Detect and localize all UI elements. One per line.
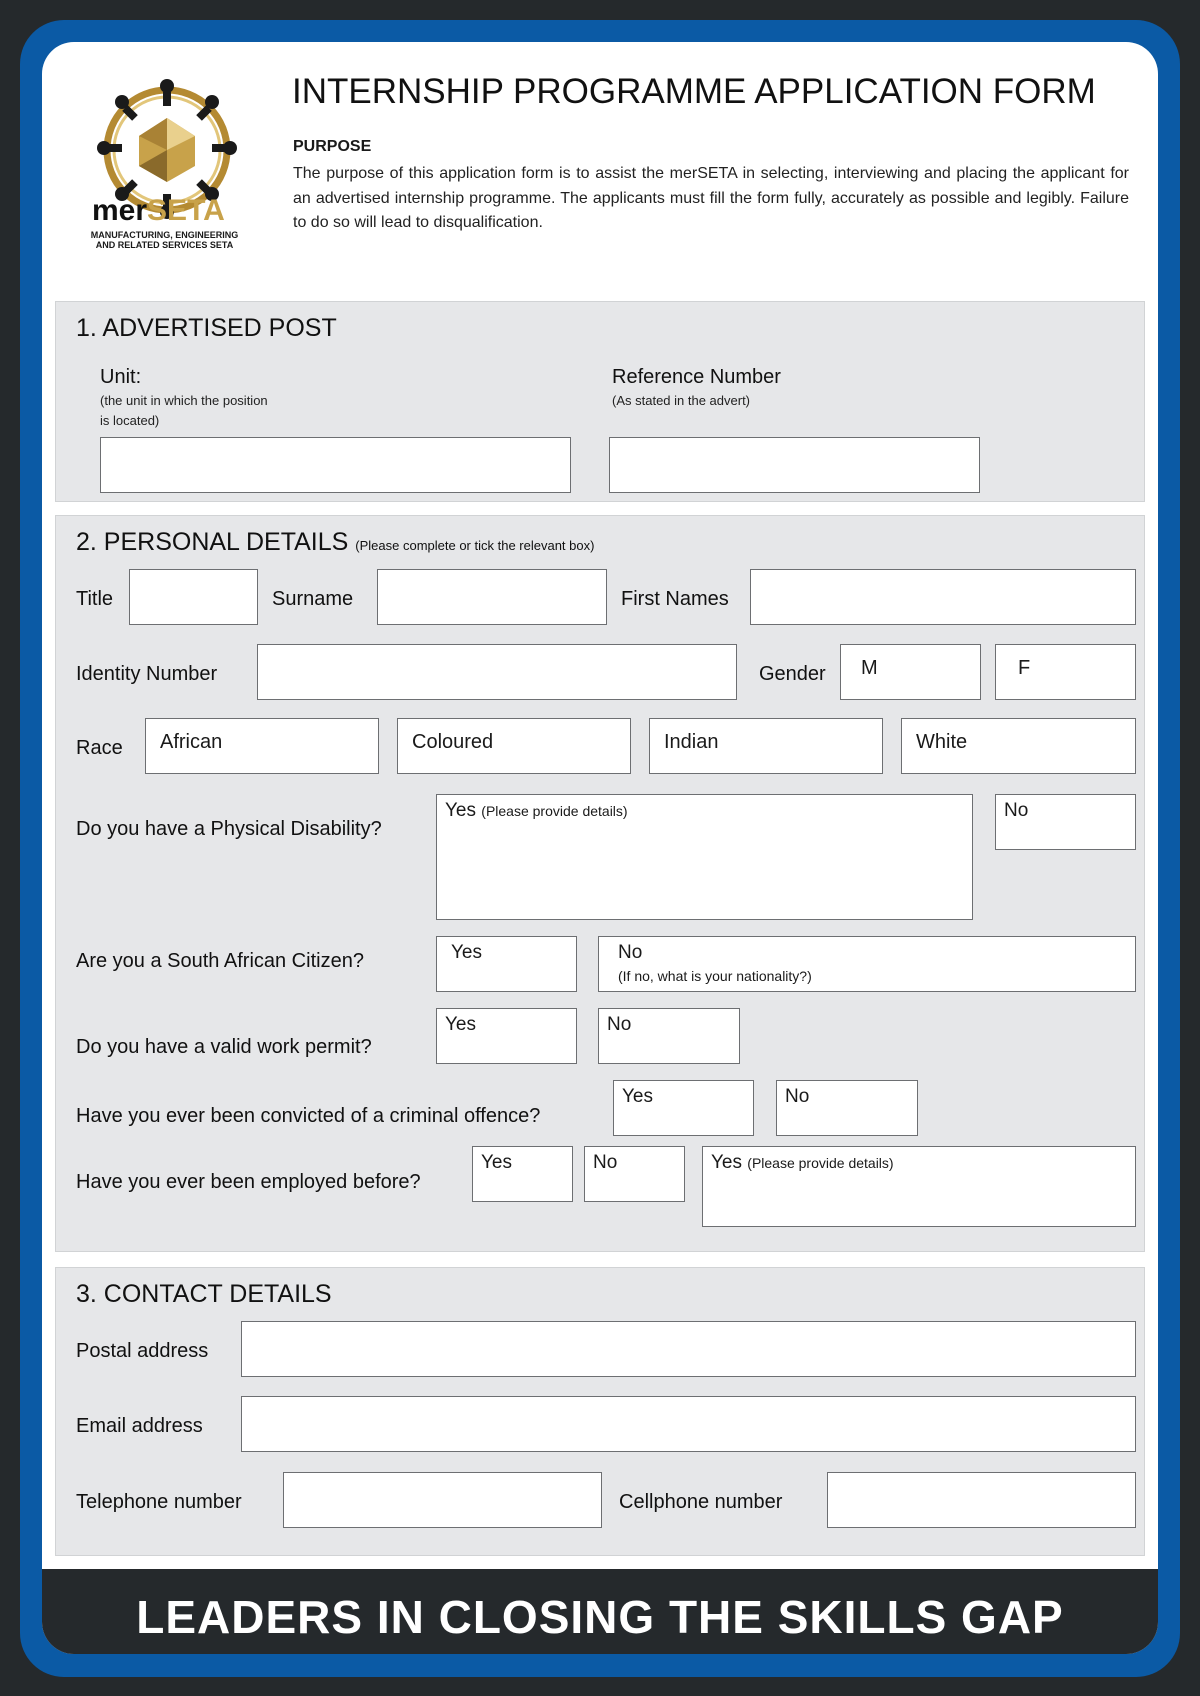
- cellphone-number-label: Cellphone number: [619, 1491, 783, 1513]
- section-personal-details: [55, 515, 1145, 1252]
- criminal-no-checkbox[interactable]: No: [776, 1080, 918, 1136]
- title-field[interactable]: [129, 569, 258, 625]
- gender-label: Gender: [759, 663, 826, 685]
- employment-details-field[interactable]: Yes (Please provide details): [702, 1146, 1136, 1227]
- disability-yes-details-field[interactable]: Yes (Please provide details): [436, 794, 973, 920]
- unit-field[interactable]: [100, 437, 571, 493]
- telephone-number-field[interactable]: [283, 1472, 602, 1528]
- employed-yes-checkbox[interactable]: Yes: [472, 1146, 573, 1202]
- citizen-yes-checkbox[interactable]: Yes: [436, 936, 577, 992]
- reference-number-field[interactable]: [609, 437, 980, 493]
- surname-field[interactable]: [377, 569, 607, 625]
- postal-address-field[interactable]: [241, 1321, 1136, 1377]
- section-heading: 2. PERSONAL DETAILS (Please complete or tick the relevant box): [76, 528, 595, 556]
- criminal-offence-question: Have you ever been convicted of a criminal offence?: [76, 1105, 541, 1127]
- title-label: Title: [76, 588, 114, 610]
- cellphone-number-field[interactable]: [827, 1472, 1136, 1528]
- race-african-checkbox[interactable]: African: [145, 718, 379, 774]
- logo-wordmark: merSETA: [92, 194, 225, 227]
- first-names-field[interactable]: [750, 569, 1136, 625]
- section-advertised-post: [55, 301, 1145, 502]
- race-indian-checkbox[interactable]: Indian: [649, 718, 883, 774]
- purpose-text: The purpose of this application form is to assist the merSETA in selecting, interviewing and placing the applicant for an advertised internship programme. The applicants must fill the form fully, accurately as possible and legibly. Failure to do so will lead to disqualification.: [293, 165, 1129, 231]
- section-heading: 1. ADVERTISED POST: [76, 314, 337, 342]
- race-coloured-checkbox[interactable]: Coloured: [397, 718, 631, 774]
- disability-no-checkbox[interactable]: No: [995, 794, 1136, 850]
- surname-label: Surname: [272, 588, 354, 610]
- gender-f-checkbox[interactable]: F: [995, 644, 1136, 700]
- work-permit-question: Do you have a valid work permit?: [76, 1036, 372, 1058]
- employed-no-checkbox[interactable]: No: [584, 1146, 685, 1202]
- reference-number-label: Reference Number: [612, 366, 781, 388]
- identity-number-label: Identity Number: [76, 663, 218, 685]
- telephone-number-label: Telephone number: [76, 1491, 242, 1513]
- reference-number-note: (As stated in the advert): [612, 393, 751, 408]
- unit-label: Unit:: [100, 366, 142, 388]
- form-page: [42, 42, 1158, 1654]
- citizen-question: Are you a South African Citizen?: [76, 950, 364, 972]
- race-label: Race: [76, 737, 123, 759]
- criminal-yes-checkbox[interactable]: Yes: [613, 1080, 754, 1136]
- gender-m-checkbox[interactable]: M: [840, 644, 981, 700]
- section-heading: 3. CONTACT DETAILS: [76, 1280, 332, 1308]
- unit-note: (the unit in which the position is located): [100, 393, 268, 428]
- section-contact-details: [55, 1267, 1145, 1556]
- work-permit-yes-checkbox[interactable]: Yes: [436, 1008, 577, 1064]
- email-address-field[interactable]: [241, 1396, 1136, 1452]
- page-title: INTERNSHIP PROGRAMME APPLICATION FORM: [292, 72, 1096, 111]
- work-permit-no-checkbox[interactable]: No: [598, 1008, 740, 1064]
- logo-tagline: MANUFACTURING, ENGINEERING AND RELATED SERVICES SETA: [90, 230, 239, 250]
- disability-question: Do you have a Physical Disability?: [76, 818, 382, 840]
- first-names-label: First Names: [621, 588, 729, 610]
- identity-number-field[interactable]: [257, 644, 737, 700]
- email-address-label: Email address: [76, 1415, 203, 1437]
- purpose-heading: PURPOSE: [293, 138, 372, 155]
- employed-before-question: Have you ever been employed before?: [76, 1171, 421, 1193]
- merseta-logo: [72, 70, 262, 260]
- race-white-checkbox[interactable]: White: [901, 718, 1136, 774]
- footer-slogan: LEADERS IN CLOSING THE SKILLS GAP: [136, 1591, 1064, 1643]
- postal-address-label: Postal address: [76, 1340, 209, 1362]
- citizen-no-nationality-field[interactable]: No (If no, what is your nationality?): [598, 936, 1136, 992]
